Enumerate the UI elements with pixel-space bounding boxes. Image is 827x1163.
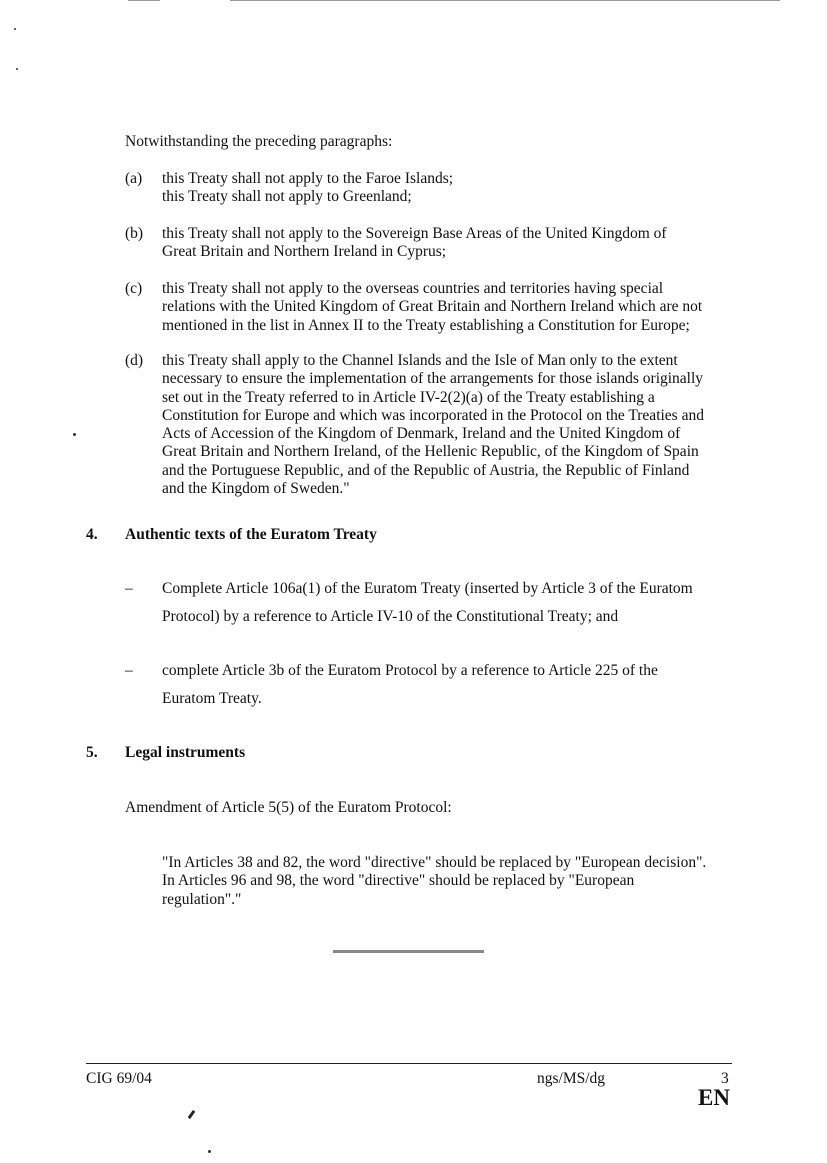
item-letter-c: (c) [125, 280, 143, 297]
section-5-intro: Amendment of Article 5(5) of the Euratom Protocol: [125, 799, 452, 816]
item-d-line: necessary to ensure the implementation of the arrangements for those islands originally [162, 370, 704, 388]
item-d-text [162, 352, 704, 498]
item-c-line: mentioned in the list in Annex II to the Treaty establishing a Constitution for Europe; [162, 316, 690, 334]
bullet-2-line: complete Article 3b of the Euratom Protocol by a reference to Article 225 of the [162, 662, 658, 679]
bullet-2-text [162, 657, 658, 712]
item-b-line: Great Britain and Northern Ireland in Cyprus; [162, 243, 447, 261]
scan-speck [208, 1150, 211, 1153]
section-4-number: 4. [86, 526, 98, 543]
footer-rule [86, 1063, 732, 1064]
item-a-text [162, 170, 453, 207]
quote-line: regulation"." [162, 890, 242, 908]
section-5-number: 5. [86, 744, 98, 761]
scan-speck [16, 68, 18, 70]
item-d-line: and the Portuguese Republic, and of the Republic of Austria, the Republic of Finland [162, 461, 690, 479]
scan-speck [73, 433, 76, 436]
bullet-dash: – [125, 580, 133, 597]
section-4-title: Authentic texts of the Euratom Treaty [125, 526, 377, 543]
quote-line: In Articles 96 and 98, the word "directive" should be replaced by "European [162, 872, 635, 890]
item-c-line: this Treaty shall not apply to the overseas countries and territories having special [162, 280, 664, 297]
bullet-1-line: Complete Article 106a(1) of the Euratom Treaty (inserted by Article 3 of the Euratom [162, 580, 693, 597]
footer-language: EN [698, 1085, 730, 1110]
item-d-line: Acts of Accession of the Kingdom of Denmark, Ireland and the United Kingdom of [162, 425, 681, 443]
item-d-line: set out in the Treaty referred to in Article IV-2(2)(a) of the Treaty establishing a [162, 388, 655, 406]
bullet-dash: – [125, 662, 133, 679]
item-letter-b: (b) [125, 225, 144, 242]
end-separator [333, 950, 484, 953]
item-a-line: this Treaty shall not apply to Greenland; [162, 188, 412, 206]
intro-text: Notwithstanding the preceding paragraphs: [125, 133, 393, 150]
bullet-2-line: Euratom Treaty. [162, 689, 262, 707]
top-border-line [230, 0, 780, 1]
bullet-1-text [162, 575, 693, 630]
pen-mark [188, 1110, 196, 1119]
footer-doc-ref: CIG 69/04 [86, 1070, 152, 1087]
footer-page-number: 3 [721, 1070, 729, 1087]
quote-line: "In Articles 38 and 82, the word "directive" should be replaced by "European decision". [162, 854, 707, 871]
top-border-line [128, 0, 160, 1]
amendment-quote [162, 854, 706, 909]
item-d-line: Constitution for Europe and which was incorporated in the Protocol on the Treaties and [162, 406, 704, 424]
item-a-line: this Treaty shall not apply to the Faroe Islands; [162, 170, 454, 187]
scan-speck [14, 28, 16, 30]
item-letter-a: (a) [125, 170, 143, 187]
item-b-line: this Treaty shall not apply to the Sovereign Base Areas of the United Kingdom of [162, 225, 667, 242]
item-d-line: Great Britain and Northern Ireland, of the Hellenic Republic, of the Kingdom of Spain [162, 443, 699, 461]
item-d-line: and the Kingdom of Sweden." [162, 480, 350, 498]
item-c-text [162, 280, 702, 335]
bullet-1-line: Protocol) by a reference to Article IV-10 of the Constitutional Treaty; and [162, 607, 619, 625]
item-letter-d: (d) [125, 352, 144, 369]
item-b-text [162, 225, 667, 262]
footer-initials: ngs/MS/dg [537, 1070, 606, 1087]
item-c-line: relations with the United Kingdom of Great Britain and Northern Ireland which are not [162, 298, 703, 316]
item-d-line: this Treaty shall apply to the Channel Islands and the Isle of Man only to the extent [162, 352, 678, 369]
section-5-title: Legal instruments [125, 744, 246, 761]
